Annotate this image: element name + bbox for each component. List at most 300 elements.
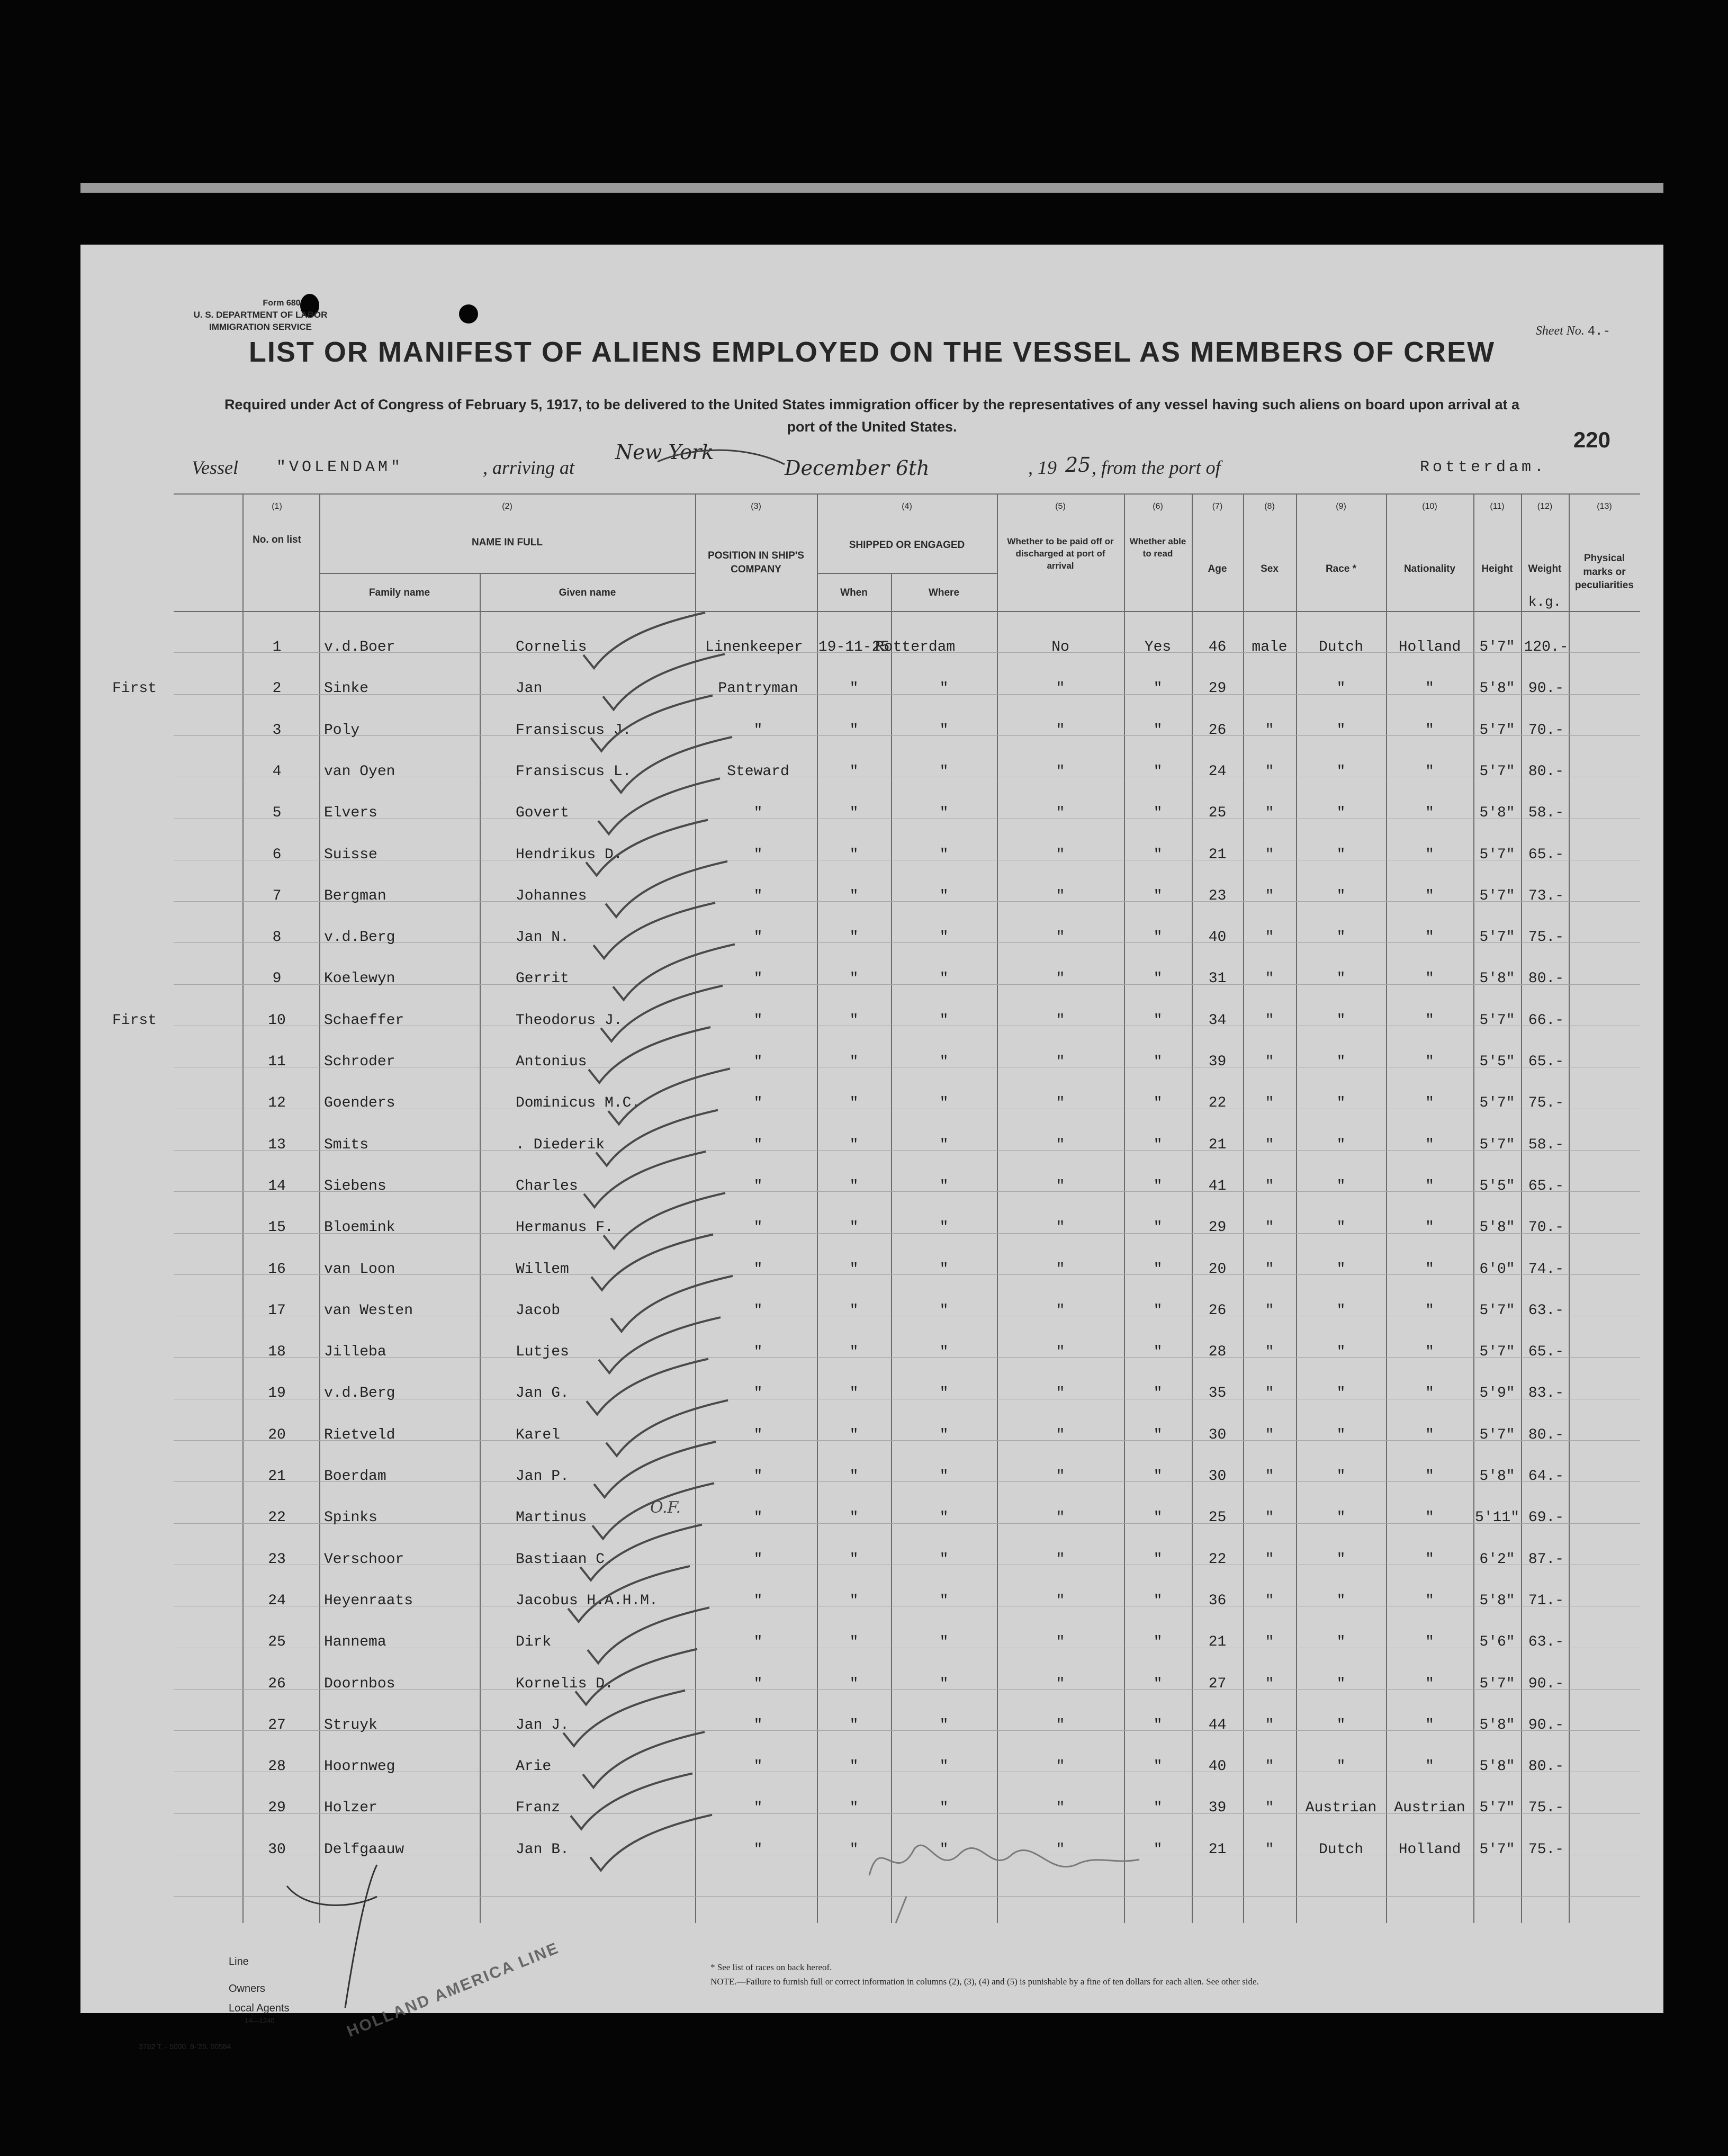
cell-when: ": [849, 805, 859, 822]
cell-paid-off: ": [1056, 1012, 1065, 1029]
cell-race: ": [1336, 846, 1346, 863]
cell-nationality: ": [1425, 1054, 1434, 1070]
cell-when: ": [849, 1468, 859, 1485]
cell-position: Linenkeeper: [705, 639, 803, 655]
cell-position: ": [753, 1261, 763, 1278]
signature-tail: [896, 1897, 906, 1923]
cell-where: ": [939, 1012, 949, 1029]
cell-where: ": [939, 1592, 949, 1609]
cell-weight: 69.-: [1528, 1510, 1564, 1526]
cell-able-to-read: ": [1153, 1344, 1163, 1361]
sheet-number-label: Sheet No.: [1535, 324, 1585, 338]
cell-nationality: ": [1425, 1758, 1434, 1775]
check-mark: [590, 1815, 712, 1871]
cell-family-name: Rietveld: [324, 1426, 395, 1443]
cell-given-name: Franz: [516, 1800, 561, 1817]
local-agents-label: [229, 2002, 290, 2026]
cell-nationality: ": [1425, 1012, 1434, 1029]
weight-unit: k.g.: [1528, 594, 1562, 610]
cell-given-name: Jan N.: [516, 929, 569, 946]
cell-able-to-read: ": [1153, 1758, 1163, 1775]
cell-sex: ": [1265, 1095, 1274, 1112]
check-mark-group: [563, 613, 735, 1871]
cell-no: 27: [268, 1717, 286, 1733]
cell-when: ": [849, 1385, 859, 1402]
cell-weight: 63.-: [1528, 1302, 1564, 1319]
header-race: Race *: [1325, 563, 1357, 574]
cell-race: ": [1336, 1592, 1346, 1609]
cell-able-to-read: ": [1153, 1302, 1163, 1319]
cell-paid-off: ": [1056, 1634, 1065, 1651]
cell-given-name: Jan P.: [516, 1468, 569, 1485]
cell-no: 2: [272, 680, 282, 697]
cell-weight: 75.-: [1528, 929, 1564, 946]
cell-nationality: ": [1425, 1551, 1434, 1568]
cell-no: 11: [268, 1054, 286, 1070]
cell-given-name: Cornelis: [516, 639, 587, 655]
cell-no: 23: [268, 1551, 286, 1568]
cell-no: 10: [268, 1012, 286, 1029]
cell-nationality: ": [1425, 1302, 1434, 1319]
cell-height: 5'8": [1479, 1717, 1515, 1733]
year-prefix: , 19: [1028, 457, 1057, 478]
cell-paid-off: ": [1056, 1178, 1065, 1194]
cell-position: ": [753, 1800, 763, 1817]
signature-stroke: [345, 1865, 377, 2008]
col-num-8: (8): [1264, 502, 1275, 511]
cell-race: ": [1336, 887, 1346, 904]
cell-age: 30: [1208, 1468, 1227, 1485]
cell-no: 19: [268, 1385, 286, 1402]
cell-able-to-read: ": [1153, 1054, 1163, 1070]
cell-able-to-read: ": [1153, 805, 1163, 822]
cell-where: ": [939, 1551, 949, 1568]
cell-weight: 58.-: [1528, 1136, 1564, 1153]
cell-where: ": [939, 1344, 949, 1361]
cell-position: ": [753, 846, 763, 863]
cell-paid-off: ": [1056, 1344, 1065, 1361]
cell-family-name: Smits: [324, 1136, 369, 1153]
header-sex: Sex: [1261, 563, 1279, 574]
arriving-port: New York: [615, 441, 714, 464]
sheet-number-value: 4.-: [1587, 325, 1610, 339]
cell-no: 16: [268, 1261, 286, 1278]
cell-race: ": [1336, 1095, 1346, 1112]
cell-when: ": [849, 1675, 859, 1692]
cell-position: ": [753, 1302, 763, 1319]
cell-height: 5'7": [1479, 722, 1515, 739]
cell-where: ": [939, 805, 949, 822]
cell-nationality: ": [1425, 805, 1434, 822]
local-agents-text: Local Agents: [229, 2002, 290, 2014]
col-num-10: (10): [1422, 502, 1437, 511]
cell-race: ": [1336, 805, 1346, 822]
cell-where: ": [939, 1136, 949, 1153]
cell-when: ": [849, 1344, 859, 1361]
cell-race: Dutch: [1318, 639, 1363, 655]
cell-height: 5'8": [1479, 805, 1515, 822]
cell-weight: 65.-: [1528, 1178, 1564, 1194]
cell-able-to-read: ": [1153, 763, 1163, 780]
cell-height: 6'2": [1479, 1551, 1515, 1568]
cell-race: ": [1336, 1675, 1346, 1692]
cell-height: 5'7": [1479, 1841, 1515, 1858]
cell-given-name: Charles: [516, 1178, 578, 1194]
cell-where: ": [939, 971, 949, 987]
cell-no: 18: [268, 1344, 286, 1361]
cell-race: ": [1336, 1219, 1346, 1236]
cell-no: 8: [272, 929, 282, 946]
cell-able-to-read: ": [1153, 1592, 1163, 1609]
cell-race: ": [1336, 1634, 1346, 1651]
cell-when: ": [849, 1426, 859, 1443]
cell-age: 46: [1208, 639, 1227, 655]
header-able-to-read: Whether able to read: [1129, 536, 1186, 559]
race-footnote: * See list of races on back hereof.: [710, 1962, 832, 1972]
header-paid-off: Whether to be paid off or discharged at port of arrival: [1007, 536, 1114, 571]
cell-race: ": [1336, 1302, 1346, 1319]
cell-when: ": [849, 1551, 859, 1568]
cell-age: 44: [1208, 1717, 1227, 1733]
cell-age: 21: [1208, 1634, 1227, 1651]
cell-no: 13: [268, 1136, 286, 1153]
arriving-label: , arriving at: [483, 457, 575, 478]
cell-age: 36: [1208, 1592, 1227, 1609]
cell-no: 4: [272, 763, 282, 780]
cell-no: 28: [268, 1758, 286, 1775]
check-mark: [610, 737, 732, 793]
cell-nationality: ": [1425, 887, 1434, 904]
cell-nationality: ": [1425, 680, 1434, 697]
cell-race: ": [1336, 1717, 1346, 1733]
cell-position: ": [753, 929, 763, 946]
cell-given-name: Theodorus J.: [516, 1012, 623, 1029]
header-physical-marks: Physical marks or peculiarities: [1575, 553, 1634, 591]
cell-position: ": [753, 1634, 763, 1651]
cell-family-name: Sinke: [324, 680, 369, 697]
cell-where: ": [939, 1219, 949, 1236]
cell-able-to-read: ": [1153, 722, 1163, 739]
cell-able-to-read: ": [1153, 1634, 1163, 1651]
cell-able-to-read: ": [1153, 1800, 1163, 1817]
header-position: POSITION IN SHIP'S COMPANY: [708, 550, 804, 575]
cell-nationality: ": [1425, 846, 1434, 863]
cell-no: 25: [268, 1634, 286, 1651]
col-num-2: (2): [502, 502, 512, 511]
cell-age: 29: [1208, 680, 1227, 697]
cell-age: 26: [1208, 722, 1227, 739]
cell-when: ": [849, 763, 859, 780]
cell-no: 21: [268, 1468, 286, 1485]
cell-where: ": [939, 846, 949, 863]
cell-sex: ": [1265, 846, 1274, 863]
cell-paid-off: ": [1056, 1095, 1065, 1112]
cell-position: ": [753, 1136, 763, 1153]
cell-when: 19-11-25: [818, 639, 890, 655]
cell-height: 5'7": [1479, 846, 1515, 863]
cell-position: ": [753, 1426, 763, 1443]
cell-race: Austrian: [1305, 1800, 1377, 1817]
cell-weight: 74.-: [1528, 1261, 1564, 1278]
cell-paid-off: No: [1051, 639, 1069, 655]
cell-nationality: ": [1425, 1717, 1434, 1733]
cell-sex: ": [1265, 1551, 1274, 1568]
cell-when: ": [849, 1178, 859, 1194]
cell-age: 21: [1208, 1841, 1227, 1858]
cell-paid-off: ": [1056, 846, 1065, 863]
cell-given-name: Jacobus H.A.H.M.: [516, 1592, 658, 1609]
cell-paid-off: ": [1056, 887, 1065, 904]
cell-sex: ": [1265, 1675, 1274, 1692]
cell-nationality: ": [1425, 1136, 1434, 1153]
cell-no: 14: [268, 1178, 286, 1194]
cell-position: Steward: [727, 763, 789, 780]
cell-weight: 75.-: [1528, 1095, 1564, 1112]
cell-family-name: Holzer: [324, 1800, 377, 1817]
cell-race: ": [1336, 971, 1346, 987]
cell-sex: ": [1265, 1136, 1274, 1153]
cell-nationality: Holland: [1398, 1841, 1461, 1858]
cell-family-name: van Loon: [324, 1261, 395, 1278]
cell-family-name: v.d.Berg: [324, 1385, 395, 1402]
scan-border-strip: [80, 183, 1663, 193]
cell-race: ": [1336, 1468, 1346, 1485]
cell-given-name: Jacob: [516, 1302, 561, 1319]
cell-height: 5'7": [1479, 1012, 1515, 1029]
cell-height: 5'8": [1479, 1468, 1515, 1485]
cell-family-name: Schroder: [324, 1054, 395, 1070]
cell-paid-off: ": [1056, 1675, 1065, 1692]
cell-height: 5'7": [1479, 1344, 1515, 1361]
cell-family-name: Heyenraats: [324, 1592, 413, 1609]
cell-when: ": [849, 887, 859, 904]
cell-paid-off: ": [1056, 805, 1065, 822]
cell-family-name: Bloemink: [324, 1219, 395, 1236]
cell-sex: ": [1265, 1841, 1274, 1858]
cell-able-to-read: ": [1153, 1841, 1163, 1858]
cell-age: 22: [1208, 1551, 1227, 1568]
margin-mark: [287, 1886, 377, 1905]
header-no-on-list: No. on list: [253, 534, 301, 545]
cell-sex: ": [1265, 1592, 1274, 1609]
cell-when: ": [849, 1302, 859, 1319]
cell-sex: ": [1265, 1054, 1274, 1070]
cell-paid-off: ": [1056, 1054, 1065, 1070]
cell-when: ": [849, 1510, 859, 1526]
cell-weight: 120.-: [1524, 639, 1569, 655]
cell-where: Rotterdam: [875, 639, 956, 655]
header-height: Height: [1481, 563, 1513, 574]
cell-height: 5'8": [1479, 680, 1515, 697]
cell-paid-off: ": [1056, 1758, 1065, 1775]
check-mark: [606, 861, 727, 917]
cell-race: ": [1336, 929, 1346, 946]
cell-height: 5'7": [1479, 887, 1515, 904]
cell-nationality: ": [1425, 1385, 1434, 1402]
cell-age: 30: [1208, 1426, 1227, 1443]
cell-family-name: Doornbos: [324, 1675, 395, 1692]
cell-age: 31: [1208, 971, 1227, 987]
cell-age: 39: [1208, 1800, 1227, 1817]
cell-weight: 90.-: [1528, 1717, 1564, 1733]
cell-able-to-read: ": [1153, 929, 1163, 946]
cell-paid-off: ": [1056, 1800, 1065, 1817]
check-mark: [608, 1068, 730, 1124]
cell-able-to-read: ": [1153, 1261, 1163, 1278]
cell-position: ": [753, 1841, 763, 1858]
cell-family-name: Delfgaauw: [324, 1841, 404, 1858]
cell-paid-off: ": [1056, 1385, 1065, 1402]
cell-given-name: Hermanus F.: [516, 1219, 614, 1236]
cell-family-name: Verschoor: [324, 1551, 404, 1568]
cell-given-name: Dominicus M.C.: [516, 1095, 641, 1112]
vessel-label: Vessel: [192, 457, 238, 478]
cell-able-to-read: ": [1153, 1219, 1163, 1236]
cell-family-name: Suisse: [324, 846, 377, 863]
cell-family-name: van Westen: [324, 1302, 413, 1319]
cell-nationality: ": [1425, 1261, 1434, 1278]
cell-when: ": [849, 680, 859, 697]
cell-given-name: Govert: [516, 805, 569, 822]
cell-height: 5'8": [1479, 971, 1515, 987]
cell-weight: 83.-: [1528, 1385, 1564, 1402]
cell-no: 17: [268, 1302, 286, 1319]
cell-weight: 75.-: [1528, 1800, 1564, 1817]
cell-paid-off: ": [1056, 1592, 1065, 1609]
cell-position: ": [753, 1012, 763, 1029]
cell-given-name: Johannes: [516, 887, 587, 904]
cell-able-to-read: ": [1153, 971, 1163, 987]
cell-no: 6: [272, 846, 282, 863]
cell-family-name: Goenders: [324, 1095, 395, 1112]
cell-weight: 64.-: [1528, 1468, 1564, 1485]
cell-height: 5'6": [1479, 1634, 1515, 1651]
cell-race: ": [1336, 1385, 1346, 1402]
cell-race: ": [1336, 680, 1346, 697]
col-num-7: (7): [1212, 502, 1223, 511]
cell-when: ": [849, 846, 859, 863]
departure-port: Rotterdam.: [1420, 459, 1547, 477]
handwritten-annotations: [80, 245, 1663, 2013]
cell-paid-off: ": [1056, 1468, 1065, 1485]
cell-family-name: Struyk: [324, 1717, 377, 1733]
check-mark: [611, 1276, 733, 1332]
cell-position: ": [753, 1344, 763, 1361]
signature-mark: [869, 1845, 1139, 1875]
footer-labels: [229, 1948, 290, 2026]
cell-weight: 90.-: [1528, 680, 1564, 697]
cell-given-name: Martinus: [516, 1510, 587, 1526]
cell-given-name: . Diederik: [516, 1136, 605, 1153]
header-where: Where: [928, 587, 960, 598]
header-shipped-engaged: SHIPPED OR ENGAGED: [849, 540, 965, 551]
cell-sex: ": [1265, 1219, 1274, 1236]
cell-sex: ": [1265, 971, 1274, 987]
cell-position: ": [753, 1468, 763, 1485]
cell-height: 5'7": [1479, 929, 1515, 946]
cell-family-name: Spinks: [324, 1510, 377, 1526]
cell-given-name: Gerrit: [516, 971, 569, 987]
cell-weight: 87.-: [1528, 1551, 1564, 1568]
cell-weight: 65.-: [1528, 1054, 1564, 1070]
cell-position: ": [753, 722, 763, 739]
service-name: IMMIGRATION SERVICE: [209, 321, 312, 332]
owners-label: Owners: [229, 1983, 265, 1995]
cell-weight: 80.-: [1528, 1426, 1564, 1443]
cell-no: 7: [272, 887, 282, 904]
cell-sex: ": [1265, 929, 1274, 946]
cell-when: ": [849, 722, 859, 739]
cell-sex: ": [1265, 1385, 1274, 1402]
cell-position: Pantryman: [718, 680, 798, 697]
cell-paid-off: ": [1056, 1551, 1065, 1568]
cell-where: ": [939, 1095, 949, 1112]
cell-age: 21: [1208, 1136, 1227, 1153]
cell-family-name: Boerdam: [324, 1468, 386, 1485]
cell-position: ": [753, 1178, 763, 1194]
cell-able-to-read: Yes: [1144, 639, 1172, 655]
cell-age: 26: [1208, 1302, 1227, 1319]
cell-family-name: Bergman: [324, 887, 386, 904]
cell-race: ": [1336, 1344, 1346, 1361]
cell-position: ": [753, 1510, 763, 1526]
cell-paid-off: ": [1056, 1219, 1065, 1236]
cell-nationality: ": [1425, 1468, 1434, 1485]
cell-when: ": [849, 1012, 859, 1029]
cell-nationality: ": [1425, 1178, 1434, 1194]
cell-given-name: Fransiscus J.: [516, 722, 632, 739]
cell-when: ": [849, 1095, 859, 1112]
cell-age: 23: [1208, 887, 1227, 904]
cell-weight: 66.-: [1528, 1012, 1564, 1029]
cell-paid-off: ": [1056, 763, 1065, 780]
cell-race: ": [1336, 1758, 1346, 1775]
form-number: Form 680: [263, 299, 301, 308]
manifest-sheet: [80, 245, 1663, 2051]
cell-where: ": [939, 680, 949, 697]
cell-sex: ": [1265, 722, 1274, 739]
cell-nationality: ": [1425, 1344, 1434, 1361]
cell-sex: ": [1265, 1758, 1274, 1775]
cell-height: 5'7": [1479, 1136, 1515, 1153]
cell-nationality: ": [1425, 971, 1434, 987]
margin-note: First: [112, 1012, 157, 1029]
cell-able-to-read: ": [1153, 1095, 1163, 1112]
check-mark: [613, 944, 735, 1000]
cell-no: 5: [272, 805, 282, 822]
cell-given-name: Fransiscus L.: [516, 763, 632, 780]
cell-sex: ": [1265, 1426, 1274, 1443]
cell-paid-off: ": [1056, 929, 1065, 946]
local-agents-code: 14—1240: [245, 2017, 275, 2025]
cell-sex: ": [1265, 1012, 1274, 1029]
header-age: Age: [1208, 563, 1227, 574]
cell-where: ": [939, 1054, 949, 1070]
cell-able-to-read: ": [1153, 1426, 1163, 1443]
cell-able-to-read: ": [1153, 887, 1163, 904]
cell-able-to-read: ": [1153, 1136, 1163, 1153]
cell-family-name: v.d.Berg: [324, 929, 395, 946]
cell-family-name: Koelewyn: [324, 971, 395, 987]
cell-nationality: Austrian: [1394, 1800, 1465, 1817]
check-mark: [583, 1732, 705, 1787]
check-mark: [603, 654, 725, 709]
cell-weight: 80.-: [1528, 763, 1564, 780]
cell-given-name: Jan B.: [516, 1841, 569, 1858]
cell-height: 5'9": [1479, 1385, 1515, 1402]
cell-sex: male: [1252, 639, 1288, 655]
cell-when: ": [849, 1136, 859, 1153]
